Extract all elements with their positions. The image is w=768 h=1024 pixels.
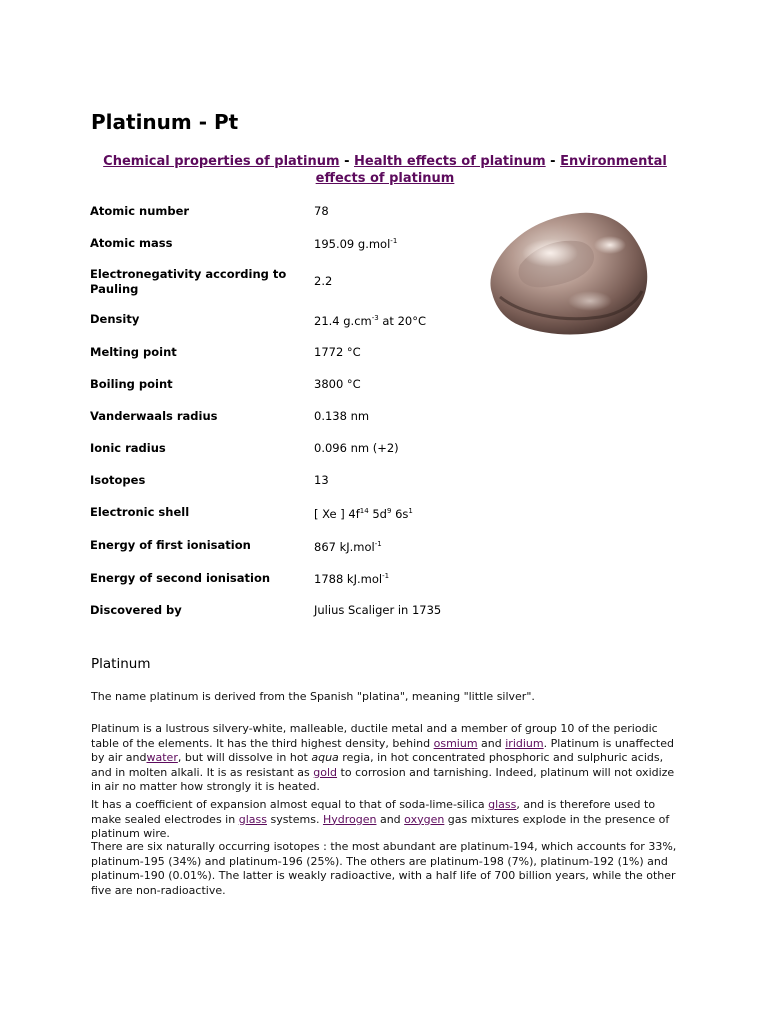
link-gold[interactable]: gold xyxy=(313,765,338,779)
table-row xyxy=(88,336,486,368)
property-label: Atomic mass xyxy=(90,235,173,250)
properties-table xyxy=(88,196,486,626)
property-value: 1772 °C xyxy=(314,344,361,359)
link-water[interactable]: water xyxy=(146,751,178,764)
property-value: 1788 kJ.mol$^{-1}$ xyxy=(314,571,390,586)
nav-links xyxy=(90,153,680,187)
property-value: 21.4 $g.cm^{-3}$ at 20°C xyxy=(314,313,427,328)
property-value: [ Xe ] $4f^{14}$ $5d^9$ $6s^1$ xyxy=(314,506,413,521)
property-value: 0.096 nm (+2) xyxy=(314,440,399,455)
table-row xyxy=(88,260,486,303)
separator: - xyxy=(339,154,354,169)
property-value: 867 kJ.mol$^{-1}$ xyxy=(314,539,382,554)
link-osmium[interactable]: osmium xyxy=(433,736,478,750)
property-label: Vanderwaals radius xyxy=(90,408,218,423)
property-value: 3800 °C xyxy=(314,376,361,391)
link-chemical-properties[interactable]: Chemical properties of platinum xyxy=(103,154,340,169)
table-row xyxy=(88,368,486,400)
link-hydrogen[interactable]: Hydrogen xyxy=(322,812,377,826)
property-value: 195.09 g.mol$^{-1}$ xyxy=(314,236,398,251)
table-row xyxy=(88,562,486,594)
table-row xyxy=(88,529,486,562)
table-row xyxy=(88,496,486,529)
link-oxygen[interactable]: oxygen xyxy=(404,812,445,826)
property-label: Energy of second ionisation xyxy=(90,570,271,585)
property-label: Isotopes xyxy=(90,472,146,487)
property-label: Electronegativity according to Pauling xyxy=(90,266,287,296)
table-row xyxy=(88,464,486,496)
property-label: Atomic number xyxy=(90,203,190,218)
paragraph-name-origin: The name platinum is derived from the Spanish "platina", meaning "little silver". xyxy=(91,690,535,703)
link-iridium[interactable]: iridium xyxy=(505,736,544,750)
table-row xyxy=(88,303,486,336)
property-label: Discovered by xyxy=(90,602,182,617)
property-value: 78 xyxy=(314,203,329,218)
property-label: Energy of first ionisation xyxy=(90,538,251,552)
platinum-nugget-image xyxy=(480,205,660,340)
link-glass[interactable]: glass xyxy=(488,798,517,811)
table-row xyxy=(88,432,486,464)
page-title: Platinum - Pt xyxy=(91,110,239,134)
link-health-effects[interactable]: Health effects of platinum xyxy=(354,154,546,169)
property-label: Boiling point xyxy=(90,376,173,391)
property-value: 0.138 nm xyxy=(314,408,370,423)
property-value: Julius Scaliger in 1735 xyxy=(314,602,442,617)
table-row xyxy=(88,594,486,626)
link-glass-2[interactable]: glass xyxy=(238,812,267,826)
property-value: 13 xyxy=(314,472,329,487)
property-label: Density xyxy=(90,312,140,326)
paragraph-properties: Platinum is a lustrous silvery-white, malleable, ductile metal and a member of group 10 of the periodic table of the elements. It has the third highest density, behind osmium and iridium. Platinum is unaffected by air andwater, but will dissolve in hot aqua regia, in hot concentrated phosphoric and sulphuric acids, and in molten alkali. It is as resistant as gold to corrosion and tarnishing. Indeed, platinum will not oxidize in air no matter how strongly it is heated. xyxy=(91,722,675,793)
table-row xyxy=(88,226,486,260)
link-environmental-effects[interactable]: Environmental effects of platinum xyxy=(315,154,667,186)
property-label: Melting point xyxy=(90,344,177,359)
paragraph-expansion: It has a coefficient of expansion almost equal to that of soda-lime-silica glass, and is therefore used to make sealed electrodes in glass systems. Hydrogen and oxygen gas mixtures explode in the presence of platinum wire. xyxy=(91,798,670,840)
table-row xyxy=(88,196,486,226)
property-label: Ionic radius xyxy=(90,440,166,455)
paragraph-isotopes: There are six naturally occurring isotopes : the most abundant are platinum-194, which accounts for 33%, platinum-195 (34%) and platinum-196 (25%). The others are platinum-198 (7%), platinum-192 (1%) and platinum-190 (0.01%). The latter is weakly radioactive, with a half life of 700 billion years, while the other five are non-radioactive. xyxy=(91,840,677,897)
table-row xyxy=(88,400,486,432)
property-value: 2.2 xyxy=(314,274,333,288)
section-heading: Platinum xyxy=(91,656,151,672)
property-label: Electronic shell xyxy=(90,505,190,519)
separator: - xyxy=(545,154,561,169)
